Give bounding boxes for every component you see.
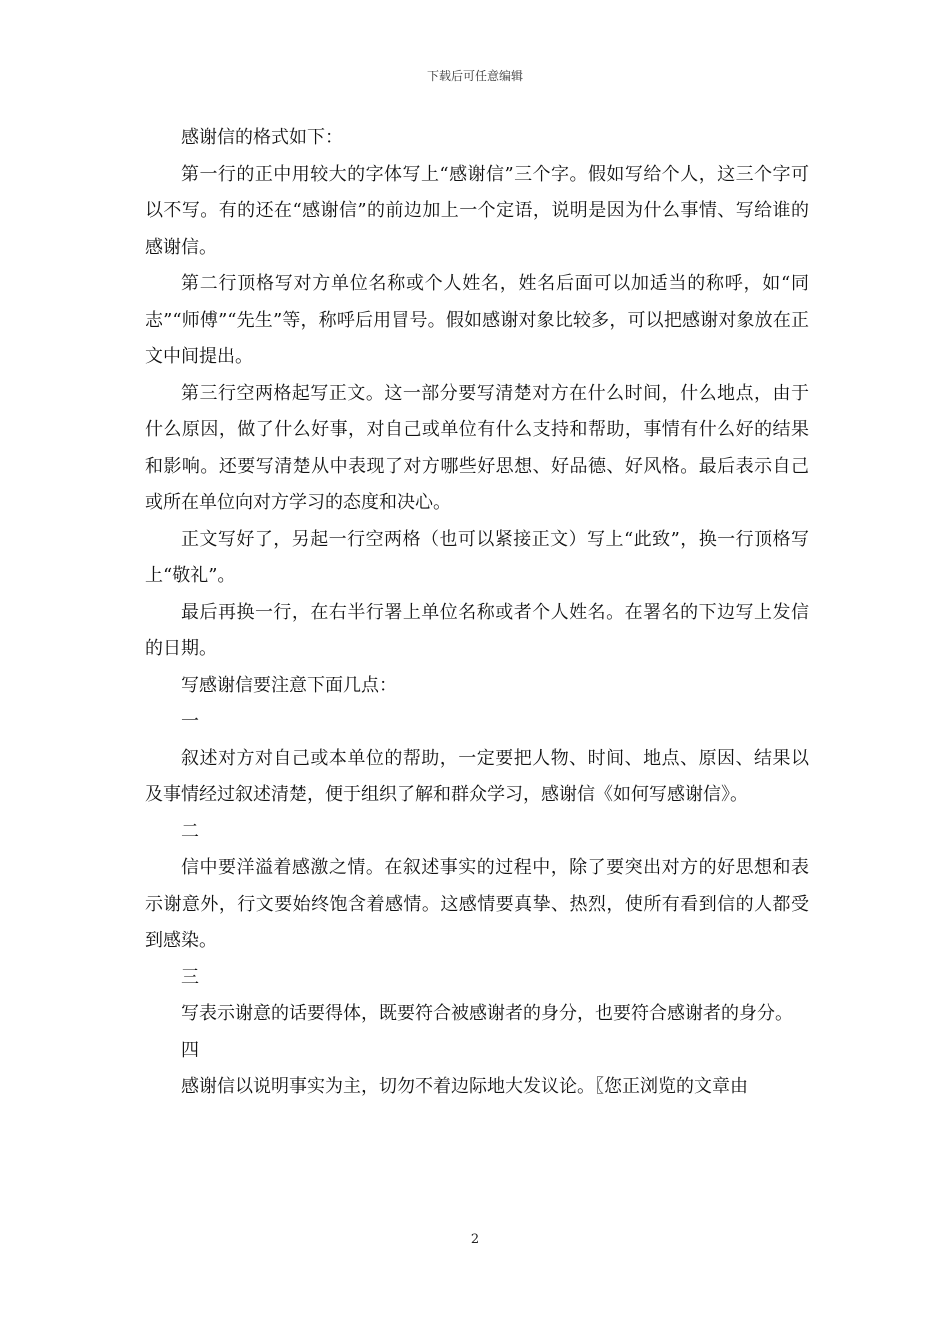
point-text-two: 信中要洋溢着感激之情。在叙述事实的过程中，除了要突出对方的好思想和表示谢意外，行文要始终饱含着感情。这感情要真挚、热烈，使所有看到信的人都受到感染。 [145,857,809,951]
paragraph-first-line: 第一行的正中用较大的字体写上“感谢信”三个字。假如写给个人，这三个字可以不写。有的还在“感谢信”的前边加上一个定语，说明是因为什么事情、写给谁的感谢信。 [145,163,809,258]
page-number: 2 [470,1232,480,1247]
point-heading-one: 一 [181,711,199,732]
point-text-three: 写表示谢意的话要得体，既要符合被感谢者的身分，也要符合感谢者的身分。 [181,1003,793,1024]
point-text-four: 感谢信以说明事实为主，切勿不着边际地大发议论。〖您正浏览的文章由 [181,1076,748,1097]
document-body [145,120,809,1106]
paragraph-format-intro: 感谢信的格式如下： [181,127,343,148]
point-text-one: 叙述对方对自己或本单位的帮助，一定要把人物、时间、地点、原因、结果以及事情经过叙述清楚，便于组织了解和群众学习，感谢信《如何写感谢信》。 [145,747,809,805]
paragraph-closing: 正文写好了，另起一行空两格（也可以紧接正文）写上“此致”，换一行顶格写上“敬礼”。 [145,528,809,586]
paragraph-third-line: 第三行空两格起写正文。这一部分要写清楚对方在什么时间，什么地点，由于什么原因，做了什么好事，对自己或单位有什么支持和帮助，事情有什么好的结果和影响。还要写清楚从中表现了对方哪些好思想、好品德、好风格。最后表示自己或所在单位向对方学习的态度和决心。 [145,382,809,513]
page-header-note: 下载后可任意编辑 [426,69,523,83]
point-heading-three: 三 [181,966,199,988]
paragraph-notes-intro: 写感谢信要注意下面几点： [181,674,397,696]
paragraph-second-line: 第二行顶格写对方单位名称或个人姓名，姓名后面可以加适当的称呼，如“同志”“师傅”“先生”等，称呼后用冒号。假如感谢对象比较多，可以把感谢对象放在正文中间提出。 [145,273,809,367]
paragraph-signature: 最后再换一行，在右半行署上单位名称或者个人姓名。在署名的下边写上发信的日期。 [145,601,809,659]
point-heading-four: 四 [181,1039,199,1061]
point-heading-two: 二 [181,820,199,842]
